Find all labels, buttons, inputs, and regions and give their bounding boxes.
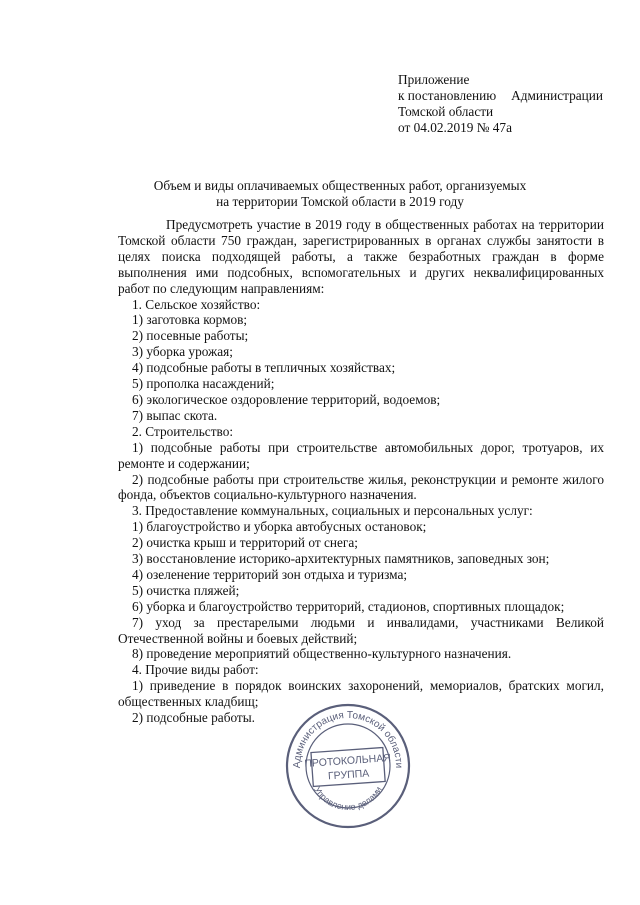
official-stamp [284, 702, 412, 830]
list-item: 8) проведение мероприятий общественно-культурного назначения. [132, 646, 512, 662]
document-body [118, 217, 604, 726]
list-item: 6) экологическое оздоровление территорий, водоемов; [132, 391, 441, 407]
stamp-center-line-1: ПРОТОКОЛЬНАЯ [304, 752, 392, 771]
stamp-ring-text: Администрация Томской области [291, 709, 405, 769]
list-item: 6) уборка и благоустройство территорий, стадионов, спортивных площадок; [132, 598, 565, 614]
section-heading-other: 4. Прочие виды работ: [132, 662, 259, 678]
list-item: 1) заготовка кормов; [132, 312, 248, 328]
list-item: 1) приведение в порядок воинских захоронений, мемориалов, братских могил, общественных кладбищ; [118, 678, 604, 710]
list-item: 7) уход за престарелыми людьми и инвалидами, участниками Великой Отечественной войны и боевых действий; [118, 614, 604, 646]
stamp-seal-icon [284, 702, 412, 830]
list-item: 1) подсобные работы при строительстве автомобильных дорог, тротуаров, их ремонте и содержании; [118, 439, 604, 471]
appendix-date-number: от 04.02.2019 № 47а [398, 120, 512, 135]
list-item: 2) очистка крыш и территорий от снега; [132, 535, 358, 551]
document-title [60, 178, 620, 210]
appendix-header [398, 72, 603, 136]
list-item: 5) прополка насаждений; [132, 376, 275, 392]
list-item: 7) выпас скота. [132, 407, 218, 423]
list-item: 4) подсобные работы в тепличных хозяйствах; [132, 360, 396, 376]
list-item: 1) благоустройство и уборка автобусных остановок; [132, 519, 427, 535]
list-item: 2) подсобные работы при строительстве жилья, реконструкции и ремонте жилого фонда, объектов социально-культурного назначения. [118, 471, 604, 503]
appendix-issuer: Администрации [511, 88, 603, 103]
title-line-1: Объем и виды оплачиваемых общественных работ, организуемых [153, 178, 527, 193]
intro-paragraph: Предусмотреть участие в 2019 году в общественных работах на территории Томской области 750 граждан, зарегистрированных в органах службы занятости в целях поиска подходящей работы, а также безработных граждан в форме выполнения ими подсобных, вспомогательных и других неквалифицированных работ по следующим направлениям: [118, 217, 604, 296]
stamp-bottom-text: Управление делами [312, 784, 384, 813]
section-heading-agriculture: 1. Сельское хозяйство: [132, 296, 261, 312]
stamp-center-line-2: ГРУППА [327, 767, 370, 783]
section-heading-services: 3. Предоставление коммунальных, социальных и персональных услуг: [132, 503, 533, 519]
appendix-region: Томской области [398, 104, 494, 119]
title-line-2: на территории Томской области в 2019 году [216, 194, 464, 209]
appendix-label: Приложение [398, 72, 470, 87]
list-item: 4) озеленение территорий зон отдыха и туризма; [132, 566, 408, 582]
section-heading-construction: 2. Строительство: [132, 423, 234, 439]
appendix-resolution-line [398, 88, 603, 104]
list-item: 3) уборка урожая; [132, 344, 233, 360]
list-item: 2) посевные работы; [132, 328, 249, 344]
list-item: 5) очистка пляжей; [132, 582, 240, 598]
list-item: 3) восстановление историко-архитектурных памятников, заповедных зон; [132, 551, 550, 567]
list-item: 2) подсобные работы. [132, 710, 255, 726]
appendix-resolution-ref: к постановлению [398, 88, 497, 103]
